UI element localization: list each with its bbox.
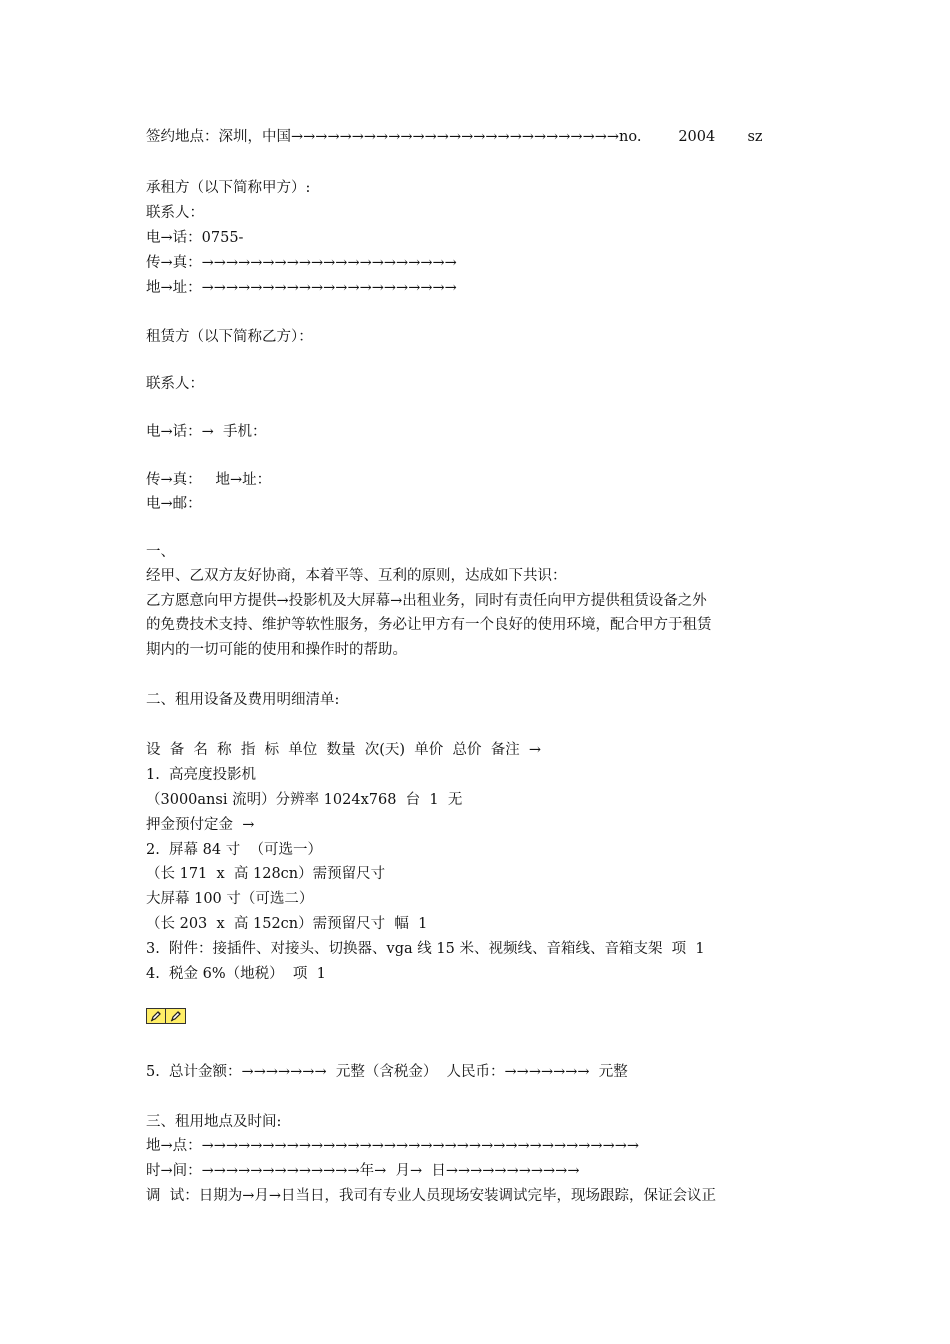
signing-location-line: 签约地点：深圳，中国→→→→→→→→→→→→→→→→→→→→→→→→→→→no. 2004 sz xyxy=(146,129,763,145)
rental-location: 地→点：→→→→→→→→→→→→→→→→→→→→→→→→→→→→→→→→→→→→ xyxy=(146,1138,640,1154)
service-paragraph-line-3: 期内的一切可能的使用和操作时的帮助。 xyxy=(146,642,407,658)
debugging-line: 调 试：日期为→月→日当日，我司有专业人员现场安装调试完毕，现场跟踪，保证会议正 xyxy=(146,1188,717,1204)
section-three-heading: 三、租用地点及时间: xyxy=(146,1114,282,1130)
lessor-phone-mobile: 电→话：→ 手机： xyxy=(146,424,267,440)
lessee-fax: 传→真：→→→→→→→→→→→→→→→→→→→→→ xyxy=(146,255,457,271)
service-paragraph-line-2: 的免费技术支持、维护等软性服务，务必让甲方有一个良好的使用环境，配合甲方于租赁 xyxy=(146,617,712,633)
section-one-heading: 一、 xyxy=(146,544,175,560)
item-2-size: （长 171 x 高 128cn）需预留尺寸 xyxy=(146,866,386,882)
service-paragraph-line-1: 乙方愿意向甲方提供→投影机及大屏幕→出租业务，同时有责任向甲方提供租赁设备之外 xyxy=(146,593,707,609)
lessee-heading: 承租方（以下简称甲方）: xyxy=(146,180,311,196)
lessor-email: 电→邮： xyxy=(146,496,202,512)
item-2-alt-title: 大屏幕 100 寸（可选二） xyxy=(146,891,314,907)
item-2-alt-size: （长 203 x 高 152cn）需预留尺寸 幅 1 xyxy=(146,916,428,932)
total-amount-line: 5. 总计金额：→→→→→→→ 元整（含税金） 人民币：→→→→→→→ 元整 xyxy=(146,1064,628,1080)
item-2-title: 2. 屏幕 84 寸 （可选一） xyxy=(146,842,322,858)
consensus-text: 经甲、乙双方友好协商，本着平等、互利的原则，达成如下共识： xyxy=(146,568,567,584)
item-4-tax: 4. 税金 6%（地税） 项 1 xyxy=(146,966,326,982)
lessor-heading: 租赁方（以下简称乙方）： xyxy=(146,329,313,345)
lessee-phone: 电→话：0755- xyxy=(146,230,244,246)
equipment-table-header: 设 备 名 称 指 标 单位 数量 次(天) 单价 总价 备注 → xyxy=(146,742,542,758)
pencil-icon xyxy=(146,1008,166,1024)
lessee-address: 地→址：→→→→→→→→→→→→→→→→→→→→→ xyxy=(146,280,457,296)
item-1-title: 1. 高亮度投影机 xyxy=(146,767,257,783)
lessee-contact: 联系人： xyxy=(146,205,204,221)
lessor-fax-address: 传→真： 地→址： xyxy=(146,472,272,488)
section-two-heading: 二、租用设备及费用明细清单: xyxy=(146,692,340,708)
item-1-spec: （3000ansi 流明）分辨率 1024x768 台 1 无 xyxy=(146,792,463,808)
lessor-contact: 联系人： xyxy=(146,376,204,392)
embedded-object-icons xyxy=(146,1008,186,1025)
deposit-line: 押金预付定金 → xyxy=(146,817,255,833)
item-3-accessories: 3. 附件：接插件、对接头、切换器、vga 线 15 米、视频线、音箱线、音箱支架 项 1 xyxy=(146,941,705,957)
rental-time: 时→间：→→→→→→→→→→→→→年→ 月→ 日→→→→→→→→→→→ xyxy=(146,1163,580,1179)
pencil-icon xyxy=(166,1008,186,1024)
